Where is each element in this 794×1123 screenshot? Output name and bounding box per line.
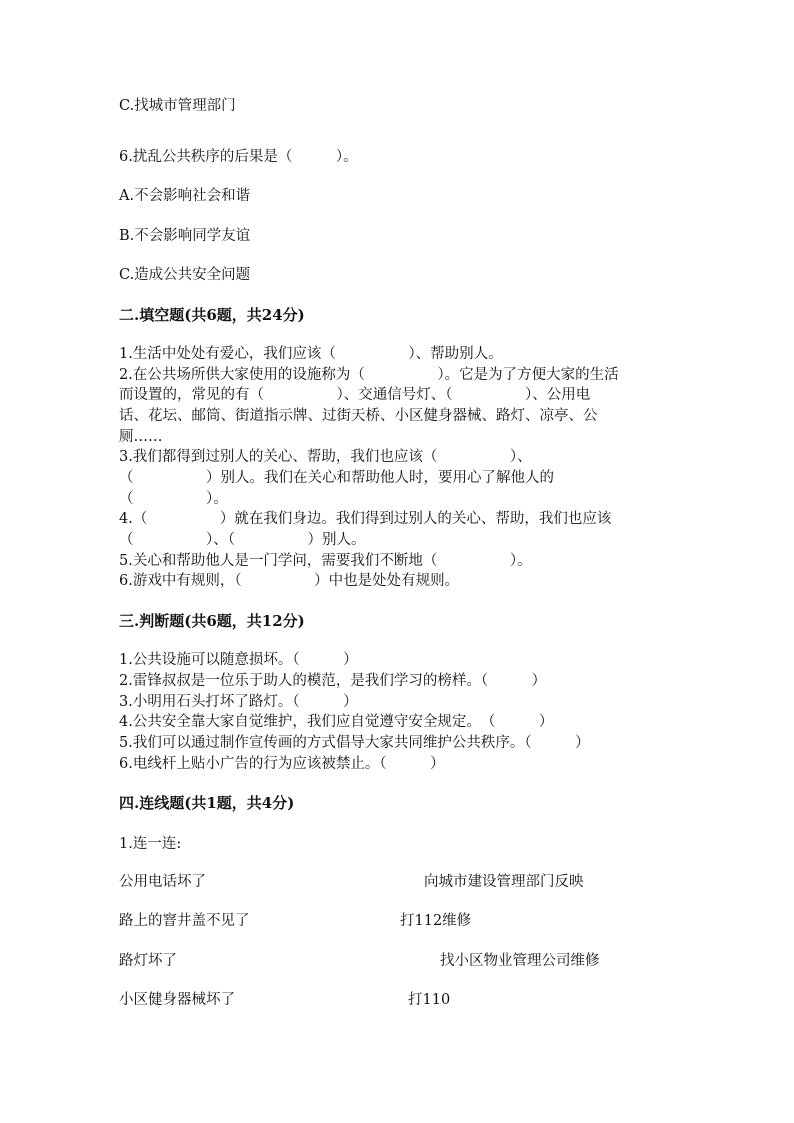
matching-right-item: 打112维修 <box>400 913 472 929</box>
matching-left-item: 公用电话坏了 <box>119 874 206 890</box>
matching-left-item: 路灯坏了 <box>119 953 177 969</box>
fill-line: 2.在公共场所供大家使用的设施称为（ ）。它是为了方便大家的生活 <box>119 367 619 383</box>
tf-line: 2.雷锋叔叔是一位乐于助人的模范，是我们学习的榜样。（ ） <box>119 673 547 689</box>
q6-option-c: C.造成公共安全问题 <box>119 267 251 283</box>
matching-left-item: 路上的窨井盖不见了 <box>119 913 250 929</box>
fill-line: 6.游戏中有规则，（ ）中也是处处有规则。 <box>119 573 460 589</box>
section-matching-heading: 四.连线题(共1题，共4分) <box>119 794 295 812</box>
matching-question: 1.连一连: <box>119 836 182 852</box>
fill-line: （ ）别人。我们在关心和帮助他人时，要用心了解他人的 <box>119 470 554 486</box>
tf-line: 3.小明用石头打坏了路灯。（ ） <box>119 694 358 710</box>
fill-line: 4.（ ）就在我们身边。我们得到过别人的关心、帮助，我们也应该 <box>119 511 612 527</box>
matching-left-item: 小区健身器械坏了 <box>119 992 235 1008</box>
section-true-false-heading: 三.判断题(共6题，共12分) <box>119 612 305 630</box>
matching-right-item: 向城市建设管理部门反映 <box>424 874 584 890</box>
q6-question: 6.扰乱公共秩序的后果是（ ）。 <box>119 149 358 165</box>
tf-line: 4.公共安全靠大家自觉维护，我们应自觉遵守安全规定。 （ ） <box>119 714 554 730</box>
matching-right-item: 找小区物业管理公司维修 <box>440 953 600 969</box>
fill-line: （ ）、（ ）别人。 <box>119 532 366 548</box>
matching-right-item: 打110 <box>408 992 451 1008</box>
tf-line: 6.电线杆上贴小广告的行为应该被禁止。（ ） <box>119 756 445 772</box>
fill-line: 3.我们都得到过别人的关心、帮助，我们也应该（ ）、 <box>119 449 532 465</box>
q6-option-a: A.不会影响社会和谐 <box>119 188 251 204</box>
fill-line: （ ）。 <box>119 491 228 507</box>
q5-option-c: C.找城市管理部门 <box>119 98 236 114</box>
tf-line: 5.我们可以通过制作宣传画的方式倡导大家共同维护公共秩序。（ ） <box>119 735 590 751</box>
fill-line: 话、花坛、邮筒、街道指示牌、过街天桥、小区健身器械、路灯、凉亭、公 <box>119 408 598 424</box>
fill-line: 5.关心和帮助他人是一门学问，需要我们不断地（ ）。 <box>119 553 532 569</box>
q6-option-b: B.不会影响同学友谊 <box>119 228 251 244</box>
tf-line: 1.公共设施可以随意损坏。（ ） <box>119 652 358 668</box>
fill-line: 厕…… <box>119 429 163 445</box>
fill-line: 而设置的，常见的有（ ）、交通信号灯、（ ）、公用电 <box>119 387 591 403</box>
section-fill-blank-heading: 二.填空题(共6题，共24分) <box>119 306 305 324</box>
fill-line: 1.生活中处处有爱心，我们应该（ ）、帮助别人。 <box>119 346 503 362</box>
